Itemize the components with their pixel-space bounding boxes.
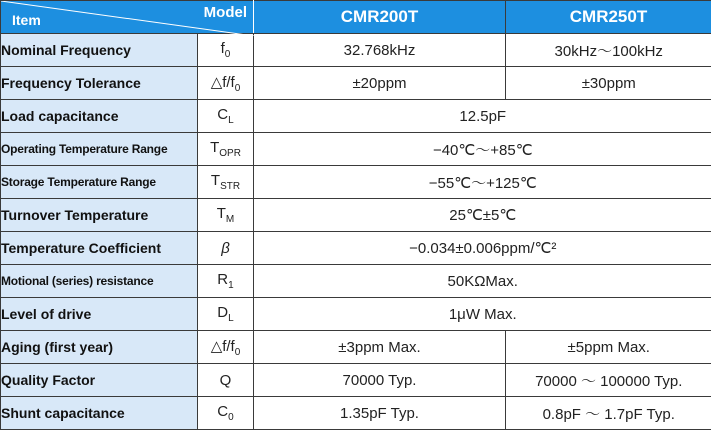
value-shared: 1μW Max. xyxy=(254,298,711,331)
value-cmr250t: ±30ppm xyxy=(506,67,711,100)
table-row xyxy=(1,133,711,166)
value-cmr200t: ±3ppm Max. xyxy=(254,331,506,364)
row-symbol: $\triangle f/f_0$ xyxy=(198,67,254,100)
row-label: Nominal Frequency xyxy=(1,34,198,67)
table-row xyxy=(1,298,711,331)
row-label: Quality Factor xyxy=(1,364,198,397)
row-symbol: Q xyxy=(198,364,254,397)
model-header-label: Model xyxy=(203,4,247,21)
row-label: Frequency Tolerance xyxy=(1,67,198,100)
row-symbol: $C_L$ xyxy=(198,100,254,133)
value-shared: −55℃～+125℃ xyxy=(254,166,711,199)
value-shared: −40℃～+85℃ xyxy=(254,133,711,166)
row-symbol: $C_0$ xyxy=(198,397,254,430)
item-header-label: Item xyxy=(12,12,41,28)
row-symbol: $T_M$ xyxy=(198,199,254,232)
row-symbol: $T_{STR}$ xyxy=(198,166,254,199)
model-column-cmr200t: CMR200T xyxy=(254,1,506,34)
row-label: Motional (series) resistance xyxy=(1,265,198,298)
row-label: Level of drive xyxy=(1,298,198,331)
value-shared: 12.5pF xyxy=(254,100,711,133)
row-symbol: $R_1$ xyxy=(198,265,254,298)
table-row xyxy=(1,265,711,298)
value-shared: 25℃±5℃ xyxy=(254,199,711,232)
value-cmr200t: 70000 Typ. xyxy=(254,364,506,397)
value-cmr200t: 1.35pF Typ. xyxy=(254,397,506,430)
row-label: Load capacitance xyxy=(1,100,198,133)
row-label: Shunt capacitance xyxy=(1,397,198,430)
row-label: Operating Temperature Range xyxy=(1,133,198,166)
symbol-subscript: 0 xyxy=(224,49,231,60)
value-cmr200t: 32.768kHz xyxy=(254,34,506,67)
item-model-header xyxy=(1,1,254,34)
table-row xyxy=(1,67,711,100)
table-row xyxy=(1,100,711,133)
model-column-cmr250t: CMR250T xyxy=(506,1,711,34)
row-symbol: $T_{OPR}$ xyxy=(198,133,254,166)
table-row xyxy=(1,364,711,397)
value-cmr250t: 70000 ～ 100000 Typ. xyxy=(506,364,711,397)
row-symbol: $\triangle f/f_0$ xyxy=(198,331,254,364)
row-symbol: $D_L$ xyxy=(198,298,254,331)
value-shared: −0.034±0.006ppm/℃² xyxy=(254,232,711,265)
value-cmr250t: 0.8pF ～ 1.7pF Typ. xyxy=(506,397,711,430)
value-cmr250t: ±5ppm Max. xyxy=(506,331,711,364)
value-cmr200t: ±20ppm xyxy=(254,67,506,100)
row-label: Aging (first year) xyxy=(1,331,198,364)
row-label: Turnover Temperature xyxy=(1,199,198,232)
value-shared: 50KΩMax. xyxy=(254,265,711,298)
value-cmr250t: 30kHz～100kHz xyxy=(506,34,711,67)
row-symbol: β xyxy=(198,232,254,265)
table-row xyxy=(1,199,711,232)
row-symbol: $f_0$ xyxy=(198,34,254,67)
table-row xyxy=(1,166,711,199)
row-label: Storage Temperature Range xyxy=(1,166,198,199)
table-row xyxy=(1,232,711,265)
row-label: Temperature Coefficient xyxy=(1,232,198,265)
table-row xyxy=(1,34,711,67)
header-row xyxy=(1,1,711,34)
table-row xyxy=(1,397,711,430)
table-row xyxy=(1,331,711,364)
